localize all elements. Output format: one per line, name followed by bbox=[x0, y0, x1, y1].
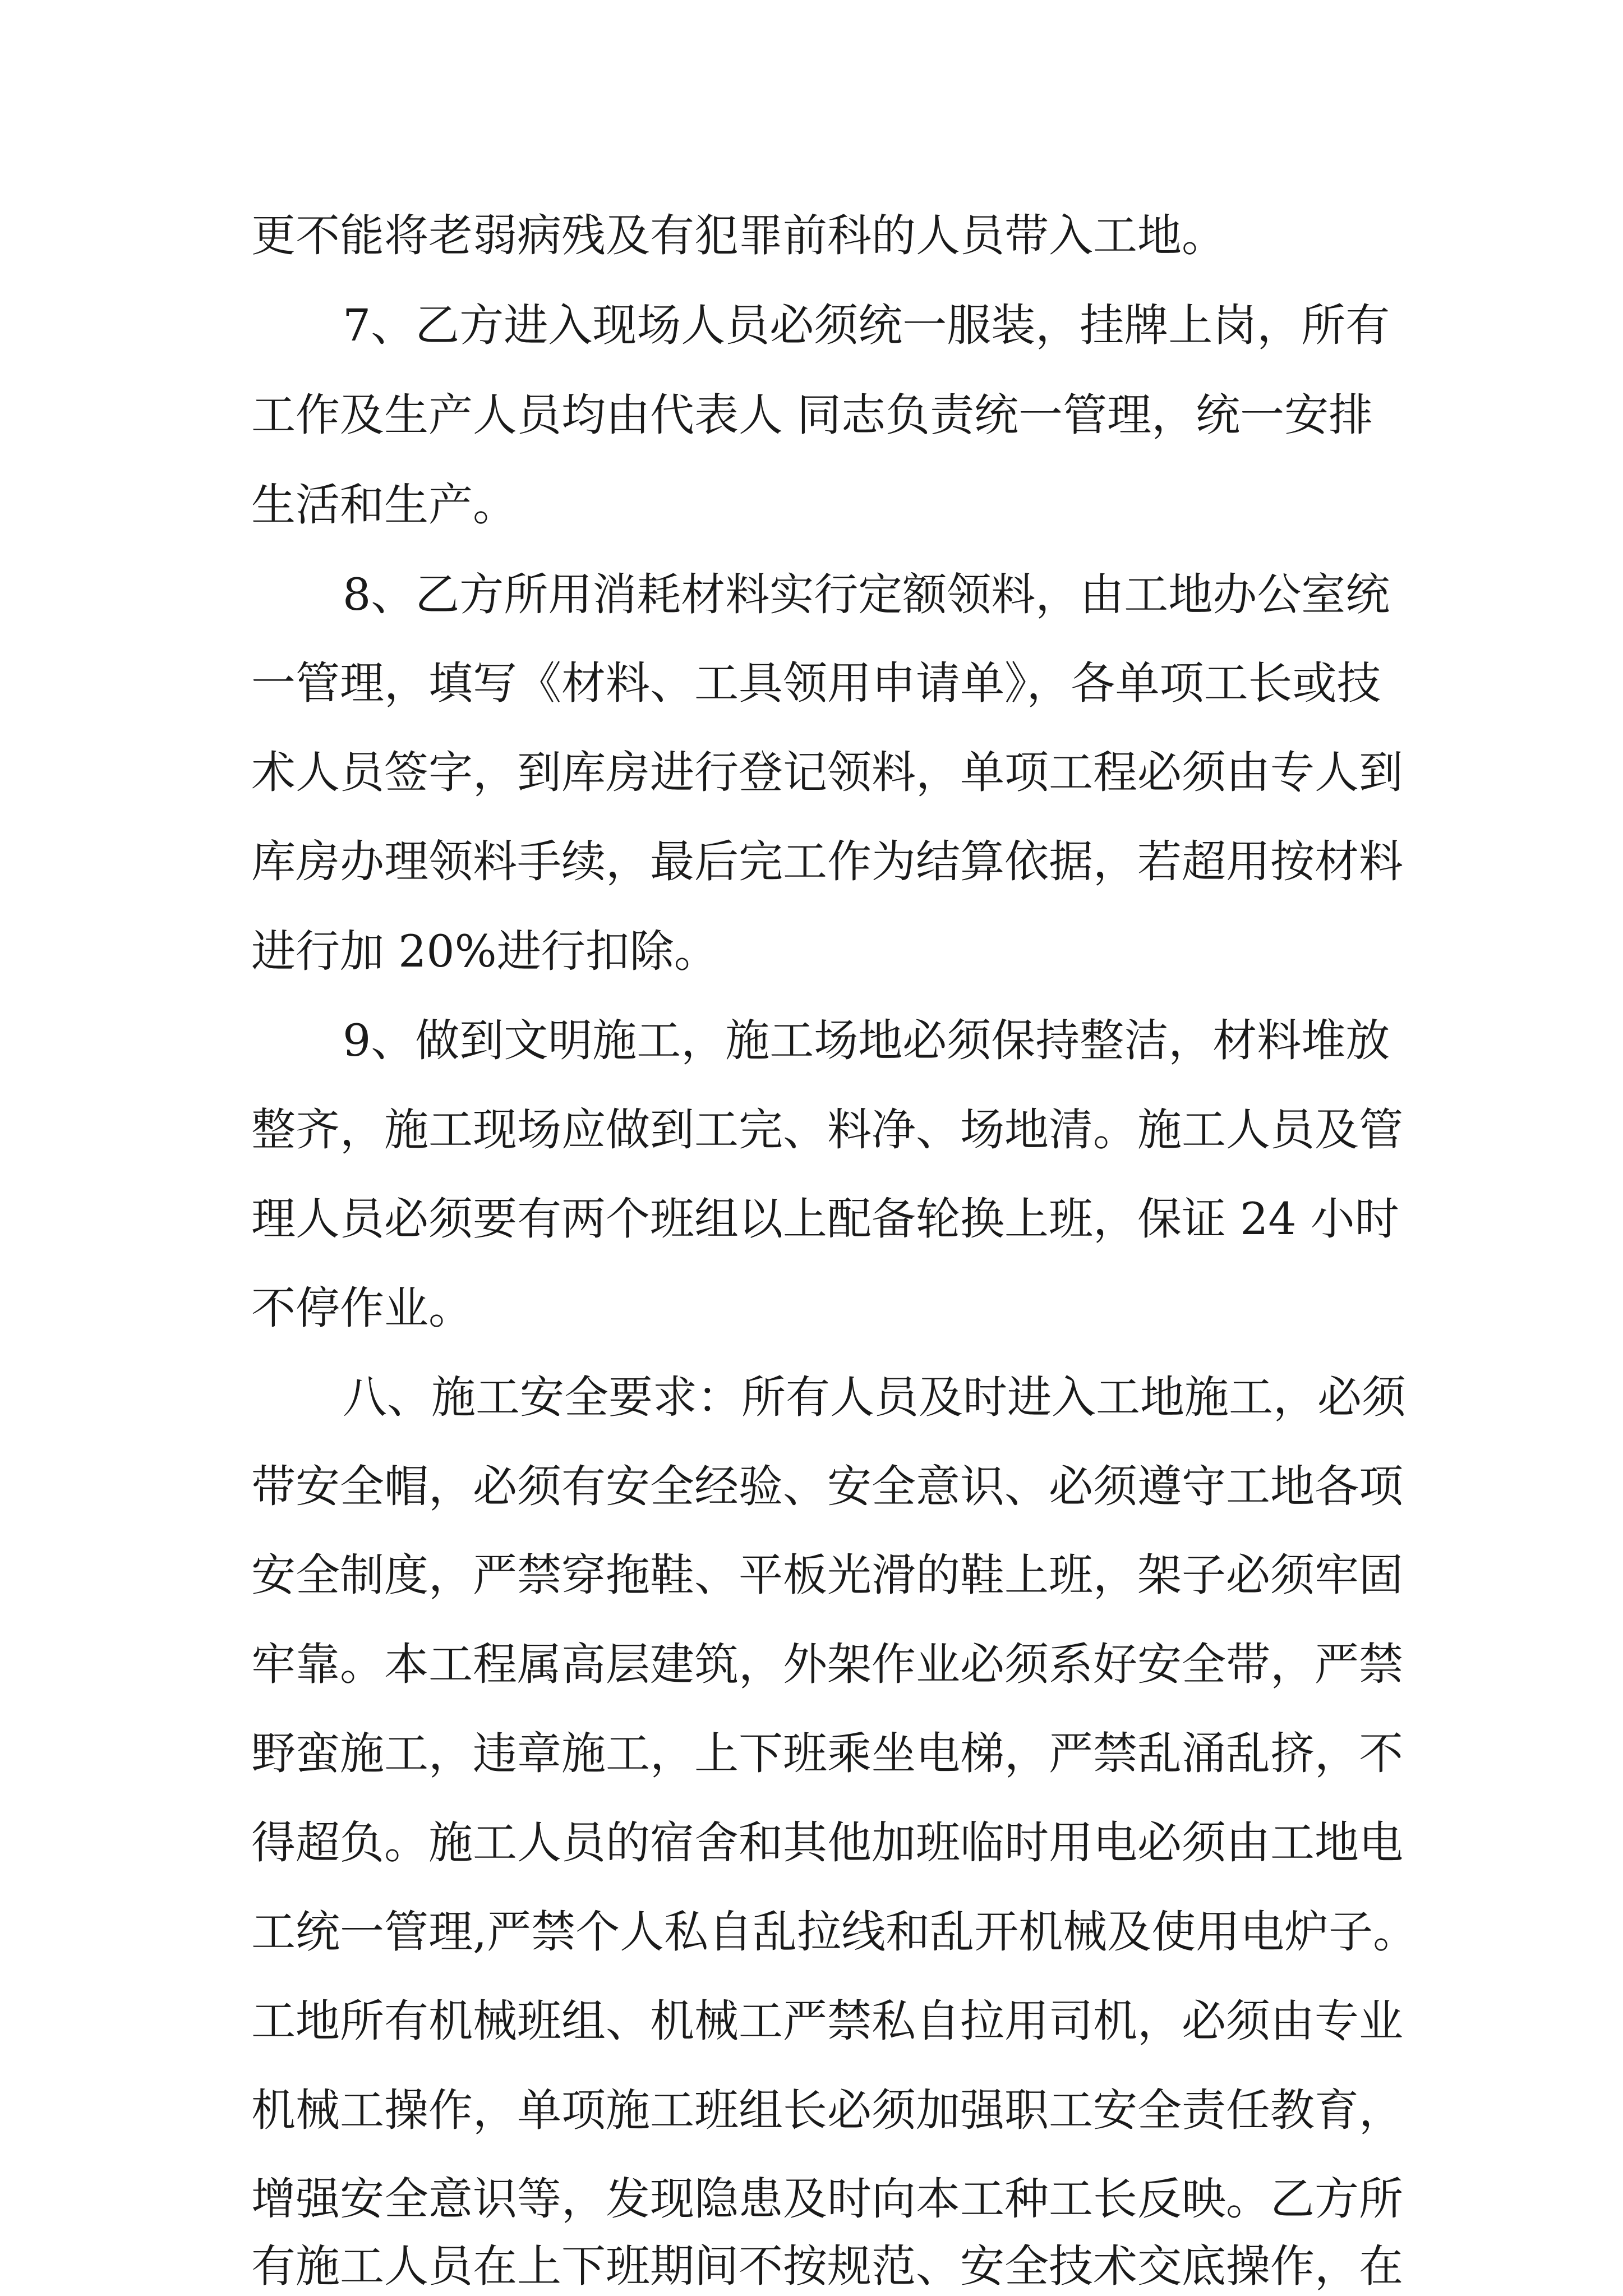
text-line: 库房办理领料手续，最后完工作为结算依据，若超用按材料 bbox=[251, 836, 1403, 887]
text-line: 八、施工安全要求：所有人员及时进入工地施工，必须 bbox=[343, 1372, 1406, 1423]
text-line: 生活和生产。 bbox=[251, 479, 517, 531]
text-line: 更不能将老弱病残及有犯罪前科的人员带入工地。 bbox=[251, 210, 1226, 261]
text-line: 8、乙方所用消耗材料实行定额领料，由工地办公室统 bbox=[343, 569, 1390, 620]
text-line: 9、做到文明施工，施工场地必须保持整洁，材料堆放 bbox=[343, 1015, 1390, 1066]
text-line: 理人员必须要有两个班组以上配备轮换上班，保证 24 小时 bbox=[251, 1193, 1399, 1245]
text-line: 工作及生产人员均由代表人 同志负责统一管理，统一安排 bbox=[251, 389, 1373, 441]
text-line: 牢靠。本工程属高层建筑，外架作业必须系好安全带，严禁 bbox=[251, 1639, 1403, 1690]
text-line: 增强安全意识等，发现隐患及时向本工种工长反映。乙方所 bbox=[251, 2173, 1403, 2225]
text-line: 不停作业。 bbox=[251, 1282, 473, 1334]
text-line: 带安全帽，必须有安全经验、安全意识、必须遵守工地各项 bbox=[251, 1461, 1403, 1512]
text-line: 有施工人员在上下班期间不按规范、安全技术交底操作，在 bbox=[251, 2240, 1403, 2292]
text-line: 一管理，填写《材料、工具领用申请单》，各单项工长或技 bbox=[251, 657, 1381, 709]
text-line: 7、乙方进入现场人员必须统一服装，挂牌上岗，所有 bbox=[343, 300, 1390, 351]
text-line: 机械工操作，单项施工班组长必须加强职工安全责任教育， bbox=[251, 2085, 1403, 2136]
text-line: 进行加 20%进行扣除。 bbox=[251, 926, 718, 977]
text-line: 术人员签字，到库房进行登记领料，单项工程必须由专人到 bbox=[251, 747, 1403, 798]
text-line: 工统一管理,严禁个人私自乱拉线和乱开机械及使用电炉子。 bbox=[251, 1906, 1418, 1958]
text-line: 得超负。施工人员的宿舍和其他加班临时用电必须由工地电 bbox=[251, 1817, 1403, 1869]
text-line: 野蛮施工，违章施工，上下班乘坐电梯，严禁乱涌乱挤，不 bbox=[251, 1728, 1403, 1779]
text-line: 安全制度，严禁穿拖鞋、平板光滑的鞋上班，架子必须牢固 bbox=[251, 1549, 1403, 1601]
text-line: 整齐，施工现场应做到工完、料净、场地清。施工人员及管 bbox=[251, 1104, 1403, 1156]
text-line: 工地所有机械班组、机械工严禁私自拉用司机，必须由专业 bbox=[251, 1995, 1403, 2047]
